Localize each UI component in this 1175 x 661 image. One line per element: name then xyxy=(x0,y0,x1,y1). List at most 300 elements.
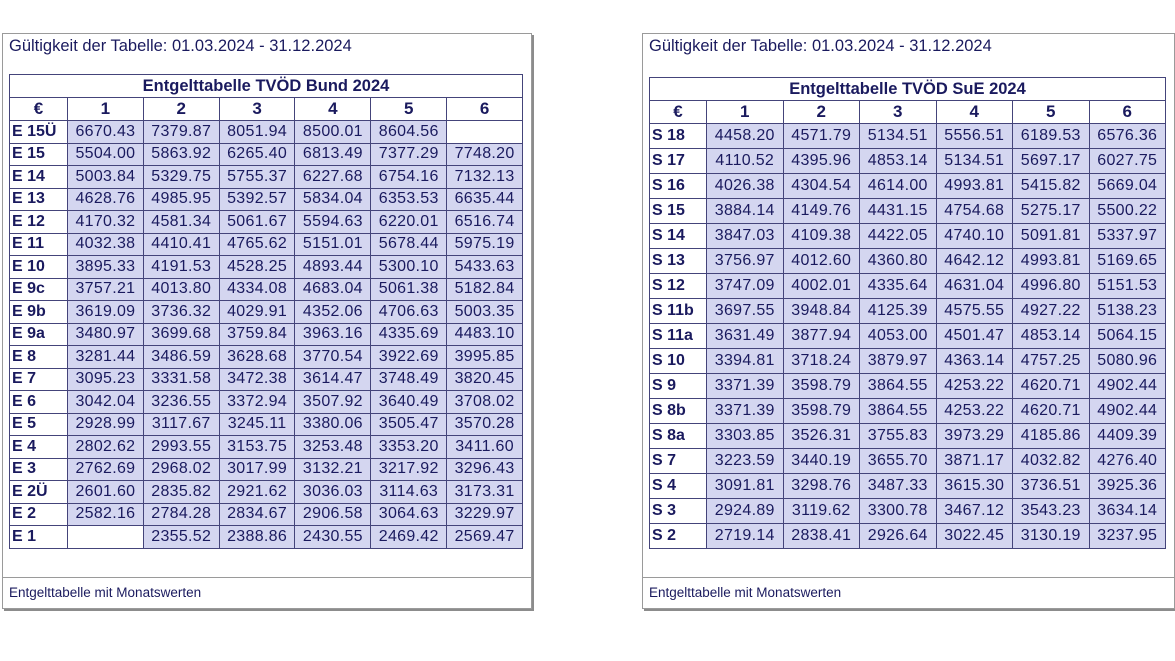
pay-table-panel-bund xyxy=(2,33,532,609)
grade-label: S 12 xyxy=(650,274,707,299)
salary-cell: 3757.21 xyxy=(68,278,144,301)
salary-cell: 4335.69 xyxy=(371,323,447,346)
salary-cell: 3864.55 xyxy=(860,374,937,399)
salary-cell xyxy=(68,526,144,549)
salary-cell: 3486.59 xyxy=(143,346,219,369)
salary-cell: 7132.13 xyxy=(447,166,523,189)
salary-cell: 3394.81 xyxy=(707,349,784,374)
salary-cell: 4029.91 xyxy=(219,301,295,324)
table-row xyxy=(10,436,523,459)
column-header: 6 xyxy=(447,98,523,121)
salary-cell: 3223.59 xyxy=(707,449,784,474)
salary-cell: 7748.20 xyxy=(447,143,523,166)
column-header: 3 xyxy=(860,101,937,124)
salary-cell: 3480.97 xyxy=(68,323,144,346)
salary-cell: 2430.55 xyxy=(295,526,371,549)
salary-cell: 5697.17 xyxy=(1013,149,1090,174)
salary-cell: 5151.53 xyxy=(1089,274,1166,299)
salary-cell: 3467.12 xyxy=(936,499,1013,524)
table-row xyxy=(650,124,1166,149)
salary-cell: 4191.53 xyxy=(143,256,219,279)
salary-cell: 4575.55 xyxy=(936,299,1013,324)
salary-cell: 3708.02 xyxy=(447,391,523,414)
salary-cell: 2926.64 xyxy=(860,524,937,549)
salary-cell: 3718.24 xyxy=(783,349,860,374)
salary-cell: 4026.38 xyxy=(707,174,784,199)
salary-cell: 4927.22 xyxy=(1013,299,1090,324)
salary-cell: 3770.54 xyxy=(295,346,371,369)
salary-cell: 4352.06 xyxy=(295,301,371,324)
salary-cell: 3871.17 xyxy=(936,449,1013,474)
table-row xyxy=(10,211,523,234)
grade-label: E 1 xyxy=(10,526,68,549)
grade-label: E 2 xyxy=(10,503,68,526)
salary-cell: 4614.00 xyxy=(860,174,937,199)
footer-divider xyxy=(3,577,531,578)
salary-cell: 3132.21 xyxy=(295,458,371,481)
salary-cell: 4993.81 xyxy=(1013,249,1090,274)
salary-cell: 5755.37 xyxy=(219,166,295,189)
salary-cell: 4253.22 xyxy=(936,399,1013,424)
salary-cell: 3598.79 xyxy=(783,399,860,424)
salary-cell: 4012.60 xyxy=(783,249,860,274)
salary-cell: 6265.40 xyxy=(219,143,295,166)
salary-cell: 7379.87 xyxy=(143,121,219,144)
salary-cell: 2802.62 xyxy=(68,436,144,459)
salary-cell: 3331.58 xyxy=(143,368,219,391)
grade-label: S 2 xyxy=(650,524,707,549)
salary-cell: 3440.19 xyxy=(783,449,860,474)
grade-label: S 16 xyxy=(650,174,707,199)
salary-cell: 2906.58 xyxy=(295,503,371,526)
salary-cell: 4620.71 xyxy=(1013,374,1090,399)
salary-cell: 3699.68 xyxy=(143,323,219,346)
table-row xyxy=(650,424,1166,449)
salary-cell: 5500.22 xyxy=(1089,199,1166,224)
salary-cell: 3895.33 xyxy=(68,256,144,279)
salary-cell: 3879.97 xyxy=(860,349,937,374)
salary-cell: 3119.62 xyxy=(783,499,860,524)
column-header: 5 xyxy=(371,98,447,121)
grade-label: S 10 xyxy=(650,349,707,374)
table-row xyxy=(10,346,523,369)
salary-cell: 4276.40 xyxy=(1089,449,1166,474)
grade-label: S 3 xyxy=(650,499,707,524)
salary-cell: 4149.76 xyxy=(783,199,860,224)
table-row xyxy=(10,188,523,211)
salary-cell: 3598.79 xyxy=(783,374,860,399)
salary-cell: 4483.10 xyxy=(447,323,523,346)
salary-cell: 6754.16 xyxy=(371,166,447,189)
salary-cell: 5678.44 xyxy=(371,233,447,256)
salary-cell: 5080.96 xyxy=(1089,349,1166,374)
grade-label: S 8a xyxy=(650,424,707,449)
salary-cell: 4620.71 xyxy=(1013,399,1090,424)
validity-text: Gültigkeit der Tabelle: 01.03.2024 - 31.12.2024 xyxy=(649,37,992,55)
salary-cell: 3748.49 xyxy=(371,368,447,391)
salary-cell: 5504.00 xyxy=(68,143,144,166)
salary-cell: 3747.09 xyxy=(707,274,784,299)
salary-cell: 5138.23 xyxy=(1089,299,1166,324)
salary-cell: 4581.34 xyxy=(143,211,219,234)
column-header: 1 xyxy=(68,98,144,121)
table-row xyxy=(650,149,1166,174)
salary-cell: 3526.31 xyxy=(783,424,860,449)
grade-label: E 9c xyxy=(10,278,68,301)
column-header: 4 xyxy=(936,101,1013,124)
salary-cell: 3117.67 xyxy=(143,413,219,436)
salary-cell: 2582.16 xyxy=(68,503,144,526)
salary-cell: 6353.53 xyxy=(371,188,447,211)
salary-cell: 3095.23 xyxy=(68,368,144,391)
salary-cell: 4993.81 xyxy=(936,174,1013,199)
salary-cell: 2928.99 xyxy=(68,413,144,436)
salary-cell: 6220.01 xyxy=(371,211,447,234)
salary-cell: 3877.94 xyxy=(783,324,860,349)
salary-cell: 3371.39 xyxy=(707,374,784,399)
table-row xyxy=(10,368,523,391)
salary-cell: 4304.54 xyxy=(783,174,860,199)
salary-cell: 4571.79 xyxy=(783,124,860,149)
salary-cell: 3298.76 xyxy=(783,474,860,499)
table-row xyxy=(650,349,1166,374)
table-footer: Entgelttabelle mit Monatswerten xyxy=(9,585,202,600)
table-row xyxy=(10,143,523,166)
salary-cell xyxy=(447,121,523,144)
salary-cell: 4757.25 xyxy=(1013,349,1090,374)
salary-cell: 5064.15 xyxy=(1089,324,1166,349)
pay-table-bund xyxy=(9,74,523,549)
salary-cell: 5337.97 xyxy=(1089,224,1166,249)
salary-cell: 4125.39 xyxy=(860,299,937,324)
table-row xyxy=(10,458,523,481)
salary-cell: 3973.29 xyxy=(936,424,1013,449)
salary-cell: 3570.28 xyxy=(447,413,523,436)
salary-cell: 4985.95 xyxy=(143,188,219,211)
table-row xyxy=(650,324,1166,349)
salary-cell: 4109.38 xyxy=(783,224,860,249)
salary-cell: 6813.49 xyxy=(295,143,371,166)
salary-cell: 4754.68 xyxy=(936,199,1013,224)
salary-cell: 3236.55 xyxy=(143,391,219,414)
salary-cell: 5061.38 xyxy=(371,278,447,301)
salary-cell: 2355.52 xyxy=(143,526,219,549)
salary-cell: 3371.39 xyxy=(707,399,784,424)
salary-cell: 3847.03 xyxy=(707,224,784,249)
salary-cell: 5433.63 xyxy=(447,256,523,279)
salary-cell: 3022.45 xyxy=(936,524,1013,549)
salary-cell: 3736.32 xyxy=(143,301,219,324)
salary-cell: 2569.47 xyxy=(447,526,523,549)
salary-cell: 3237.95 xyxy=(1089,524,1166,549)
grade-label: E 4 xyxy=(10,436,68,459)
pay-table-sue xyxy=(649,77,1166,549)
salary-cell: 4032.82 xyxy=(1013,449,1090,474)
salary-cell: 4253.22 xyxy=(936,374,1013,399)
salary-cell: 5091.81 xyxy=(1013,224,1090,249)
salary-cell: 2921.62 xyxy=(219,481,295,504)
table-row xyxy=(650,249,1166,274)
salary-cell: 6635.44 xyxy=(447,188,523,211)
salary-cell: 4631.04 xyxy=(936,274,1013,299)
salary-cell: 5061.67 xyxy=(219,211,295,234)
table-row xyxy=(650,449,1166,474)
salary-cell: 3300.78 xyxy=(860,499,937,524)
grade-label: E 9b xyxy=(10,301,68,324)
table-row xyxy=(650,374,1166,399)
salary-cell: 2719.14 xyxy=(707,524,784,549)
salary-cell: 3615.30 xyxy=(936,474,1013,499)
salary-cell: 3507.92 xyxy=(295,391,371,414)
salary-cell: 3759.84 xyxy=(219,323,295,346)
table-row xyxy=(10,256,523,279)
salary-cell: 4902.44 xyxy=(1089,374,1166,399)
salary-cell: 4853.14 xyxy=(1013,324,1090,349)
salary-cell: 3281.44 xyxy=(68,346,144,369)
salary-cell: 3614.47 xyxy=(295,368,371,391)
salary-cell: 3619.09 xyxy=(68,301,144,324)
salary-cell: 4528.25 xyxy=(219,256,295,279)
salary-cell: 3925.36 xyxy=(1089,474,1166,499)
table-row xyxy=(650,499,1166,524)
grade-label: E 11 xyxy=(10,233,68,256)
salary-cell: 2601.60 xyxy=(68,481,144,504)
salary-cell: 5134.51 xyxy=(936,149,1013,174)
column-header: 1 xyxy=(707,101,784,124)
salary-cell: 6576.36 xyxy=(1089,124,1166,149)
salary-cell: 3353.20 xyxy=(371,436,447,459)
table-row xyxy=(10,121,523,144)
table-row xyxy=(650,274,1166,299)
salary-cell: 3487.33 xyxy=(860,474,937,499)
pay-table-panel-sue xyxy=(642,33,1175,609)
salary-cell: 4170.32 xyxy=(68,211,144,234)
grade-label: E 13 xyxy=(10,188,68,211)
table-row xyxy=(10,301,523,324)
salary-cell: 4334.08 xyxy=(219,278,295,301)
salary-cell: 4395.96 xyxy=(783,149,860,174)
footer-divider xyxy=(643,577,1174,578)
grade-label: S 9 xyxy=(650,374,707,399)
salary-cell: 4002.01 xyxy=(783,274,860,299)
table-row xyxy=(10,413,523,436)
salary-cell: 3173.31 xyxy=(447,481,523,504)
grade-label: S 11a xyxy=(650,324,707,349)
table-row xyxy=(650,224,1166,249)
salary-cell: 5556.51 xyxy=(936,124,1013,149)
salary-cell: 4053.00 xyxy=(860,324,937,349)
salary-cell: 5003.35 xyxy=(447,301,523,324)
salary-cell: 4765.62 xyxy=(219,233,295,256)
salary-cell: 3253.48 xyxy=(295,436,371,459)
column-header: 4 xyxy=(295,98,371,121)
salary-cell: 5415.82 xyxy=(1013,174,1090,199)
salary-cell: 2924.89 xyxy=(707,499,784,524)
salary-cell: 3755.83 xyxy=(860,424,937,449)
salary-cell: 5669.04 xyxy=(1089,174,1166,199)
salary-cell: 3296.43 xyxy=(447,458,523,481)
grade-label: S 18 xyxy=(650,124,707,149)
table-row xyxy=(10,233,523,256)
salary-cell: 5863.92 xyxy=(143,143,219,166)
salary-cell: 2993.55 xyxy=(143,436,219,459)
salary-cell: 3631.49 xyxy=(707,324,784,349)
grade-label: E 14 xyxy=(10,166,68,189)
salary-cell: 4642.12 xyxy=(936,249,1013,274)
grade-label: E 10 xyxy=(10,256,68,279)
salary-cell: 3655.70 xyxy=(860,449,937,474)
salary-cell: 4458.20 xyxy=(707,124,784,149)
salary-cell: 5834.04 xyxy=(295,188,371,211)
table-row xyxy=(650,474,1166,499)
salary-cell: 2835.82 xyxy=(143,481,219,504)
salary-cell: 3303.85 xyxy=(707,424,784,449)
salary-cell: 3064.63 xyxy=(371,503,447,526)
salary-cell: 5182.84 xyxy=(447,278,523,301)
column-header: € xyxy=(650,101,707,124)
salary-cell: 2469.42 xyxy=(371,526,447,549)
salary-cell: 3634.14 xyxy=(1089,499,1166,524)
salary-cell: 4683.04 xyxy=(295,278,371,301)
salary-cell: 3411.60 xyxy=(447,436,523,459)
salary-cell: 2834.67 xyxy=(219,503,295,526)
salary-cell: 3153.75 xyxy=(219,436,295,459)
salary-cell: 3472.38 xyxy=(219,368,295,391)
salary-cell: 3884.14 xyxy=(707,199,784,224)
table-row xyxy=(10,278,523,301)
table-row xyxy=(650,199,1166,224)
grade-label: E 8 xyxy=(10,346,68,369)
salary-cell: 8604.56 xyxy=(371,121,447,144)
salary-cell: 3948.84 xyxy=(783,299,860,324)
salary-cell: 3697.55 xyxy=(707,299,784,324)
salary-cell: 3380.06 xyxy=(295,413,371,436)
grade-label: E 2Ü xyxy=(10,481,68,504)
grade-label: S 15 xyxy=(650,199,707,224)
salary-cell: 4706.63 xyxy=(371,301,447,324)
salary-cell: 3628.68 xyxy=(219,346,295,369)
salary-cell: 3543.23 xyxy=(1013,499,1090,524)
salary-cell: 4893.44 xyxy=(295,256,371,279)
column-header: 3 xyxy=(219,98,295,121)
salary-cell: 3756.97 xyxy=(707,249,784,274)
salary-cell: 4335.64 xyxy=(860,274,937,299)
salary-cell: 8051.94 xyxy=(219,121,295,144)
salary-cell: 2762.69 xyxy=(68,458,144,481)
validity-text: Gültigkeit der Tabelle: 01.03.2024 - 31.12.2024 xyxy=(9,37,352,55)
salary-cell: 4013.80 xyxy=(143,278,219,301)
salary-cell: 2838.41 xyxy=(783,524,860,549)
grade-label: S 4 xyxy=(650,474,707,499)
table-title: Entgelttabelle TVÖD SuE 2024 xyxy=(650,78,1166,101)
salary-cell: 5300.10 xyxy=(371,256,447,279)
salary-cell: 5392.57 xyxy=(219,188,295,211)
salary-cell: 5975.19 xyxy=(447,233,523,256)
salary-cell: 4628.76 xyxy=(68,188,144,211)
column-header: 2 xyxy=(143,98,219,121)
grade-label: S 7 xyxy=(650,449,707,474)
grade-label: E 12 xyxy=(10,211,68,234)
salary-cell: 2784.28 xyxy=(143,503,219,526)
column-header: 5 xyxy=(1013,101,1090,124)
salary-cell: 3640.49 xyxy=(371,391,447,414)
grade-label: S 8b xyxy=(650,399,707,424)
salary-cell: 5594.63 xyxy=(295,211,371,234)
salary-cell: 4409.39 xyxy=(1089,424,1166,449)
grade-label: E 9a xyxy=(10,323,68,346)
table-row xyxy=(650,174,1166,199)
grade-label: E 15 xyxy=(10,143,68,166)
table-footer: Entgelttabelle mit Monatswerten xyxy=(649,585,842,600)
salary-cell: 5134.51 xyxy=(860,124,937,149)
salary-cell: 6670.43 xyxy=(68,121,144,144)
salary-cell: 4360.80 xyxy=(860,249,937,274)
salary-cell: 4110.52 xyxy=(707,149,784,174)
salary-cell: 8500.01 xyxy=(295,121,371,144)
column-header: 6 xyxy=(1089,101,1166,124)
column-header-row xyxy=(650,101,1166,124)
salary-cell: 7377.29 xyxy=(371,143,447,166)
table-row xyxy=(650,524,1166,549)
salary-cell: 4501.47 xyxy=(936,324,1013,349)
grade-label: S 13 xyxy=(650,249,707,274)
table-row xyxy=(10,503,523,526)
column-header: € xyxy=(10,98,68,121)
salary-cell: 6516.74 xyxy=(447,211,523,234)
salary-cell: 4422.05 xyxy=(860,224,937,249)
salary-cell: 3114.63 xyxy=(371,481,447,504)
salary-cell: 3017.99 xyxy=(219,458,295,481)
salary-cell: 5151.01 xyxy=(295,233,371,256)
salary-cell: 3130.19 xyxy=(1013,524,1090,549)
table-row xyxy=(650,399,1166,424)
grade-label: E 6 xyxy=(10,391,68,414)
salary-cell: 2388.86 xyxy=(219,526,295,549)
salary-cell: 3042.04 xyxy=(68,391,144,414)
salary-cell: 6227.68 xyxy=(295,166,371,189)
salary-cell: 2968.02 xyxy=(143,458,219,481)
table-row xyxy=(10,166,523,189)
grade-label: E 5 xyxy=(10,413,68,436)
salary-cell: 3091.81 xyxy=(707,474,784,499)
table-row xyxy=(10,526,523,549)
grade-label: E 15Ü xyxy=(10,121,68,144)
salary-cell: 4363.14 xyxy=(936,349,1013,374)
salary-cell: 3372.94 xyxy=(219,391,295,414)
salary-cell: 3229.97 xyxy=(447,503,523,526)
salary-cell: 3736.51 xyxy=(1013,474,1090,499)
salary-cell: 5003.84 xyxy=(68,166,144,189)
salary-cell: 3036.03 xyxy=(295,481,371,504)
table-row xyxy=(10,323,523,346)
grade-label: S 11b xyxy=(650,299,707,324)
salary-cell: 6027.75 xyxy=(1089,149,1166,174)
table-row xyxy=(10,481,523,504)
table-row xyxy=(10,391,523,414)
table-title: Entgelttabelle TVÖD Bund 2024 xyxy=(10,75,523,98)
column-header-row xyxy=(10,98,523,121)
grade-label: E 3 xyxy=(10,458,68,481)
salary-cell: 4032.38 xyxy=(68,233,144,256)
salary-cell: 4996.80 xyxy=(1013,274,1090,299)
grade-label: S 14 xyxy=(650,224,707,249)
grade-label: E 7 xyxy=(10,368,68,391)
salary-cell: 4410.41 xyxy=(143,233,219,256)
salary-cell: 5329.75 xyxy=(143,166,219,189)
salary-cell: 4902.44 xyxy=(1089,399,1166,424)
column-header: 2 xyxy=(783,101,860,124)
salary-cell: 4740.10 xyxy=(936,224,1013,249)
